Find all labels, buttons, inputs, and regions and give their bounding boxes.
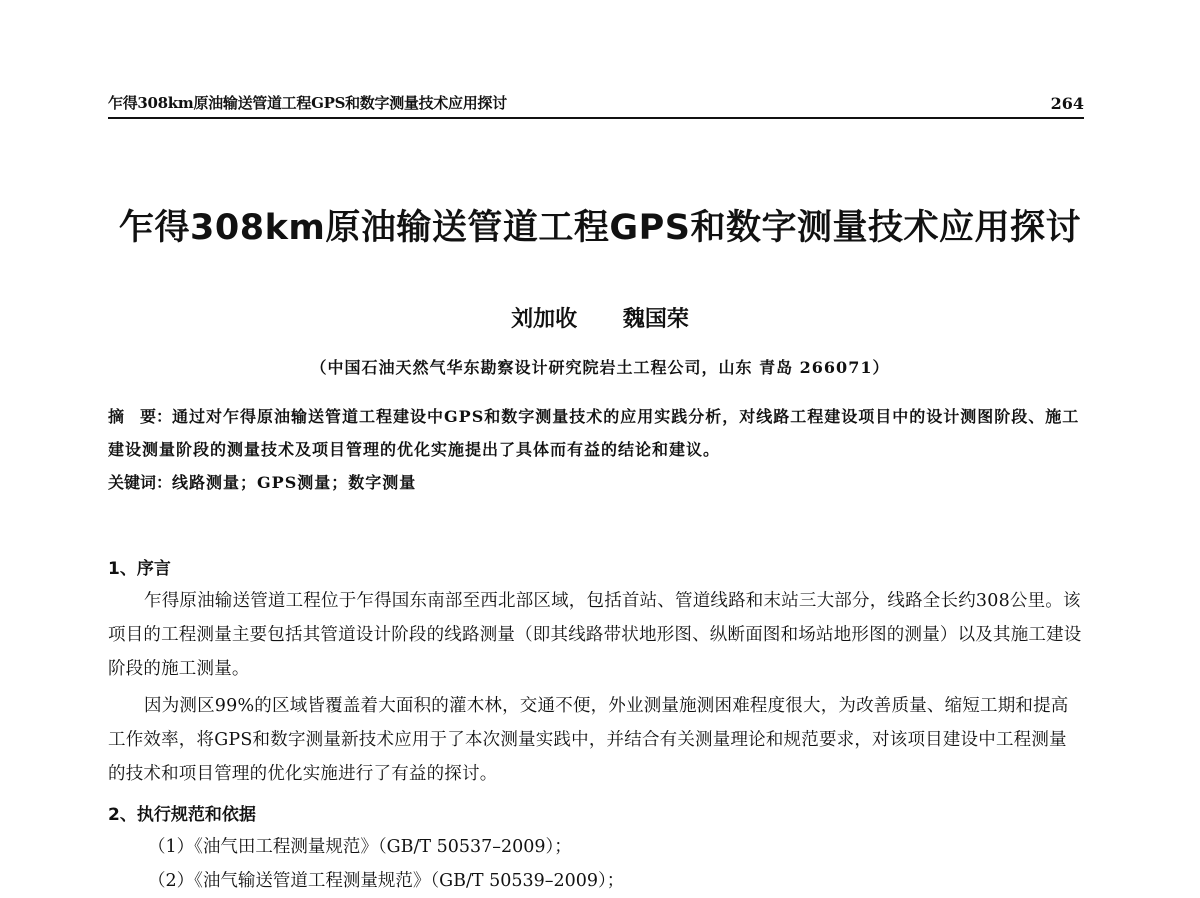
abstract — [108, 400, 1084, 466]
reference-item: （1）《油气田工程测量规范》（GB/T 50537–2009）； — [148, 837, 572, 857]
page-number: 264 — [1050, 94, 1084, 113]
running-title: 乍得308km原油输送管道工程GPS和数字测量技术应用探讨 — [108, 94, 507, 112]
running-header — [108, 92, 1084, 119]
author-name: 刘加收 — [511, 307, 578, 332]
paper-title: 乍得308km原油输送管道工程GPS和数字测量技术应用探讨 — [119, 208, 1081, 248]
author-name: 魏国荣 — [622, 307, 689, 332]
author-list — [0, 302, 1200, 333]
abstract-label: 摘 要： — [108, 407, 173, 426]
reference-item: （2）《油气输送管道工程测量规范》（GB/T 50539–2009）； — [148, 871, 625, 891]
section-heading-intro: 1、序言 — [108, 559, 171, 579]
keywords-text: 线路测量；GPS测量；数字测量 — [172, 473, 417, 492]
abstract-text: 通过对乍得原油输送管道工程建设中GPS和数字测量技术的应用实践分析，对线路工程建设项目中的设计测图阶段、施工建设测量阶段的测量技术及项目管理的优化实施提出了具体而有益的结论和建议。 — [108, 407, 1080, 459]
section-heading-standards: 2、执行规范和依据 — [108, 805, 256, 825]
keywords-label: 关键词： — [108, 473, 173, 492]
paragraph: 因为测区99%的区域皆覆盖着大面积的灌木林，交通不便，外业测量施测困难程度很大，为改善质量、缩短工期和提高工作效率，将GPS和数字测量新技术应用于了本次测量实践中，并结合有关测量理论和规范要求，对该项目建设中工程测量的技术和项目管理的优化实施进行了有益的探讨。 — [108, 696, 1069, 784]
paragraph: 乍得原油输送管道工程位于乍得国东南部至西北部区域，包括首站、管道线路和末站三大部分，线路全长约308公里。该项目的工程测量主要包括其管道设计阶段的线路测量（即其线路带状地形图、纵断面图和场站地形图的测量）以及其施工建设阶段的施工测量。 — [108, 591, 1082, 679]
keywords — [108, 470, 1084, 493]
affiliation: （中国石油天然气华东勘察设计研究院岩土工程公司，山东 青岛 266071） — [310, 358, 890, 377]
